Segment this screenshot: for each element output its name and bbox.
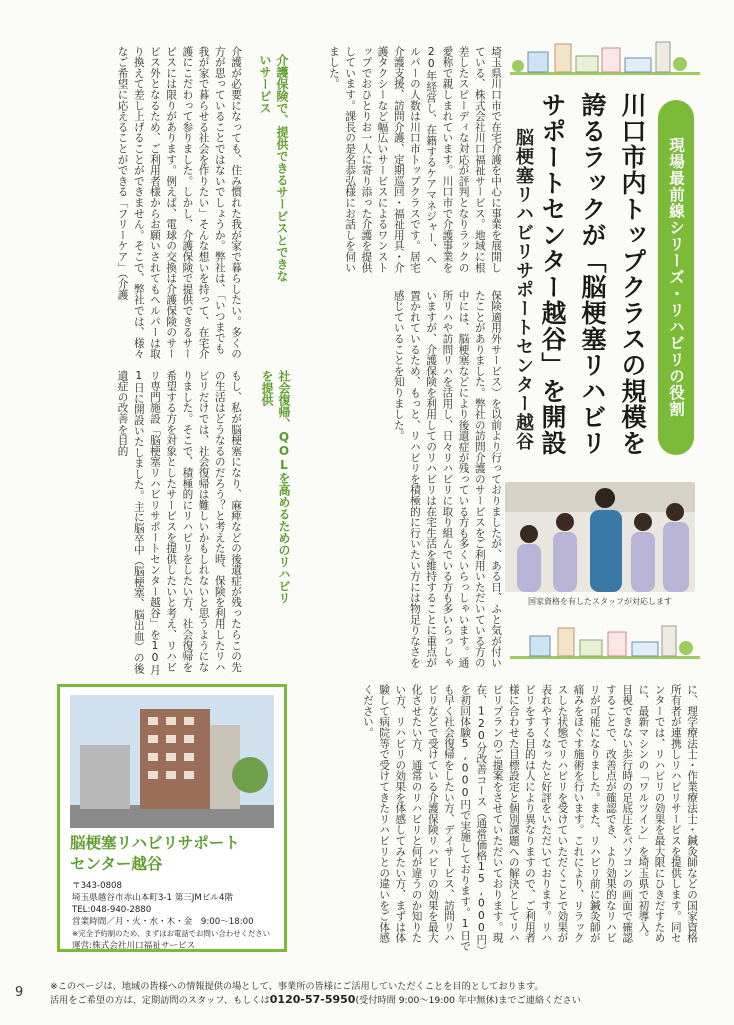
facility-name-line-2: センター越谷: [70, 855, 163, 873]
facility-operator: 運営:株式会社川口福祉サービス: [72, 941, 196, 951]
facility-hours: 営業時間／月・火・水・木・金 9:00～18:00: [72, 917, 254, 927]
photo-caption: 国家資格を有したスタッフが対応します: [528, 597, 672, 606]
facility-name: [70, 833, 274, 875]
body-text-3: もし、私が脳梗塞になり、麻痺などの後遺症が残ったらこの先の生活はどうなるのだろう？と考えた時、保険を利用したリハビリだけでは、社会復帰は難しいかもしれないと思うようになりました。そこで、積極的にリハビリをしたい方、社会復帰を希望する方を対象としたサービスを提供したいと考え、リハビリ専門施設「脳梗塞リハビリサポートセンター越谷」を10月1日に開設いたしました。主に脳卒中（脳梗塞、脳出血）の後遺症の改善を目的: [116, 370, 242, 676]
page-number: 9: [15, 985, 24, 1000]
title-line-2: 誇るラックが「脳梗塞リハビリ: [578, 92, 607, 456]
title-line-3: サポートセンター越谷」を開設: [538, 92, 567, 456]
footer-line-1: ※このページは、地域の皆様への情報提供の場として、事業所の皆様にご活用していただくことを目的としております。: [50, 981, 544, 992]
title-line-1: 川口市内トップクラスの規模を: [618, 92, 647, 456]
facility-note: ※完全予約制のため、まずはお電話でお問い合わせください: [72, 929, 271, 938]
series-label: 現場最前線シリーズ・リハビリの役割: [658, 100, 694, 455]
facility-name-line-1: 脳梗塞リハビリサポート: [70, 834, 240, 852]
town-illustration-middle: [510, 620, 700, 660]
footer-line-2-suffix: (受付時間 9:00～19:00 年中無休)までご連絡ください: [355, 995, 581, 1006]
body-text-2: 保険適用外サービス）を以前より行っておりましたが、ある日、ふと気が付いたことがありました。弊社の訪問介護のサービスをご利用いただいている方の中には、脳梗塞などにより後遺症が残っている方も多くいらっしゃいます。通所リハや訪問リハを活用し、日々リハビリに取り組んでいる方も多いらっしゃいますが、介護保険を利用してのリハビリは在宅生活を維持することに重点が置かれているため、もっと、リハビリを積極的に行いたい方には物足りなさを感じていることを知りました。: [392, 290, 502, 668]
footer-note: [50, 980, 710, 1007]
facility-zip: 〒343-0808: [72, 881, 122, 891]
footer-line-2-prefix: 活用をご希望の方は、定期訪問のスタッフ、もしくは: [50, 995, 270, 1006]
town-illustration-top: [510, 38, 700, 76]
body-text-1: 介護が必要になっても、住み慣れた我が家で暮らしたい。多くの方が思っていることではないでしょうか。弊社は、「いつまでも我が家で暮らせる社会を作りたい」そんな想いを持って、在宅介護にこだわって参りました。しかし、介護保険で提供できるサービスには限りがあります。例えば、電球の交換は介護保険のサービス外となるため、ご利用者様からお願いされてもヘルパーは取り換えて差し上げることができません。そこで、弊社では、様々なご希望に応えることができる「フリーケア」（介護: [116, 46, 242, 360]
staff-photo: [505, 482, 695, 592]
subtitle: 脳梗塞リハビリサポートセンター越谷: [513, 128, 534, 451]
facility-tel: TEL:048-940-2880: [72, 905, 152, 915]
facility-info-box: [57, 684, 287, 952]
facility-details: [72, 880, 276, 952]
heading-services: 介護保険で、提供できるサービスとできないサービス: [258, 54, 289, 282]
intro-text: 埼玉県川口市で在宅介護を中心に事業を展開している、株式会社川口福祉サービス。地域に根差したスピーディな対応が評判となりラックの愛称で親しまれています。川口市で介護事業を20年経営し、在籍するケアマネジャー、ヘルパーの人数は川口市トップクラスです。居宅介護支援、訪問介護、定期巡回・福祉用具・介護タクシーなど幅広いサービスによるワンストップでおひとりお一人に寄り添った介護を提供しています。課長の是名恭弘様にお話しを伺いました。: [327, 46, 502, 273]
heading-rehab: 社会復帰、QOLを高めるためのリハビリを提供: [260, 370, 291, 604]
footer-line-2: [50, 993, 710, 1007]
facility-photo: [70, 695, 274, 828]
facility-address: 埼玉県越谷市赤山本町3-1 第三JMビル4階: [72, 893, 234, 903]
body-text-4: に、理学療法士・作業療法士・鍼灸師などの国家資格所有者が連携しリハビリサービスを提供します。同センターでは、リハビリの効果を最大限にひきだすために、最新マシンの「ワルツイン」を埼玉県で初導入。目視できない歩行時の足底圧をパソコンの画面で確認することで、改善点が確認でき、より効果的なリハビリが可能になりました。また、リハビリ前に鍼灸師が痛みをほぐす施術を行います。これにより、リラックスした状態でリハビリを受けていただくことで効果が表れやすくなったと好評をいただいております。リハビリをする目的は人により異なりますので、ご利用者様に合わせた目標設定と個別課題への解決としてリハビリプランのご提案をさせていただいております。現在、120分改善コース（通常価格15,000円）を初回体験5,000円で実施しております。1日でも早く社会復帰をしたい方、デイサービス、訪問リハビリなどで受けている介護保険リハビリの効果を最大化させたい方、通常のリハビリと何が違うのか知りたい方、リハビリの効果を体感してみたい方、まずは体験して病院等で受けてきたリハビリとの違いをご体感ください。: [361, 684, 698, 952]
footer-phone: 0120-57-5950: [269, 993, 356, 1006]
